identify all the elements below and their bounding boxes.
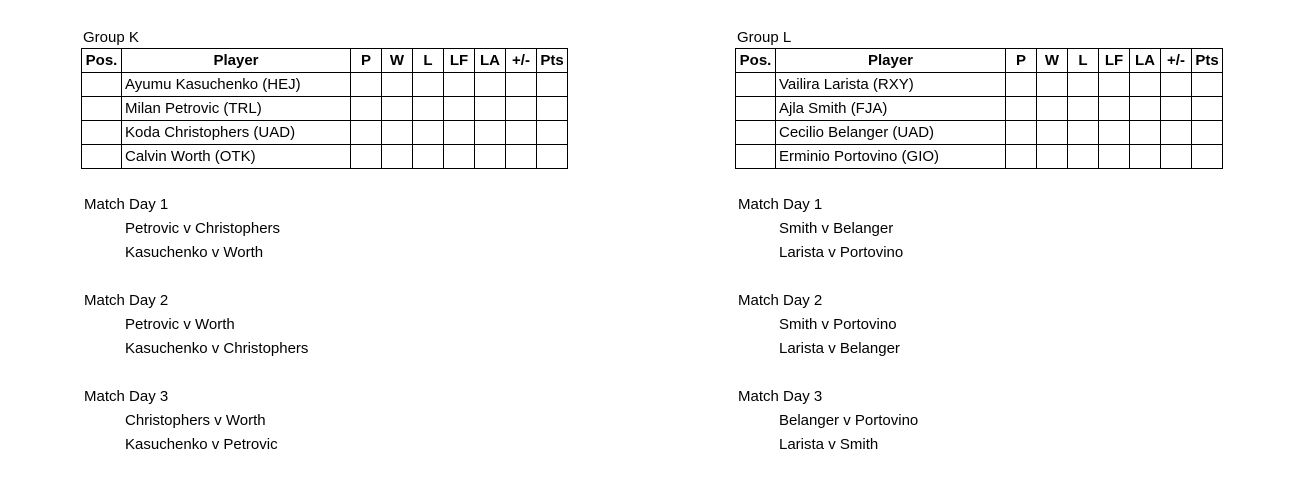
matchday-block xyxy=(735,289,1223,361)
stat-cell xyxy=(506,145,537,169)
stat-cell xyxy=(1130,73,1161,97)
match-item: Smith v Portovino xyxy=(779,316,897,333)
stat-cell xyxy=(1006,73,1037,97)
stat-cell xyxy=(1037,97,1068,121)
lost-header: L xyxy=(413,49,444,73)
stat-cell xyxy=(506,73,537,97)
pos-header: Pos. xyxy=(736,49,776,73)
matchday-block xyxy=(81,289,568,361)
played-header: P xyxy=(1006,49,1037,73)
standings-table xyxy=(81,48,568,169)
pos-cell xyxy=(736,73,776,97)
lost-header: L xyxy=(1068,49,1099,73)
stat-cell xyxy=(1099,121,1130,145)
group-title: Group K xyxy=(83,29,139,46)
player-cell: Ajla Smith (FJA) xyxy=(776,97,1006,121)
stat-cell xyxy=(537,73,568,97)
table-row xyxy=(82,73,568,97)
match-item: Larista v Portovino xyxy=(779,244,904,261)
match-item: Petrovic v Christophers xyxy=(125,220,281,237)
stat-cell xyxy=(413,97,444,121)
stat-cell xyxy=(444,97,475,121)
points-header: Pts xyxy=(537,49,568,73)
pos-cell xyxy=(82,145,122,169)
stat-cell xyxy=(1068,145,1099,169)
match-item: Christophers v Worth xyxy=(125,412,266,429)
table-row xyxy=(736,145,1223,169)
matchday-title: Match Day 3 xyxy=(84,388,169,405)
stat-cell xyxy=(382,121,413,145)
player-cell: Ayumu Kasuchenko (HEJ) xyxy=(122,73,351,97)
stat-cell xyxy=(1099,97,1130,121)
matchday-title: Match Day 1 xyxy=(84,196,169,213)
stat-cell xyxy=(1099,73,1130,97)
stat-cell xyxy=(537,97,568,121)
pos-header: Pos. xyxy=(82,49,122,73)
match-item: Petrovic v Worth xyxy=(125,316,235,333)
pos-cell xyxy=(82,121,122,145)
group-k-section xyxy=(81,28,568,481)
match-item: Kasuchenko v Petrovic xyxy=(125,436,278,453)
won-header: W xyxy=(382,49,413,73)
stat-cell xyxy=(506,121,537,145)
difference-header: +/- xyxy=(506,49,537,73)
match-item: Belanger v Portovino xyxy=(779,412,919,429)
stat-cell xyxy=(1161,73,1192,97)
matchday-title: Match Day 1 xyxy=(738,196,823,213)
player-cell: Vailira Larista (RXY) xyxy=(776,73,1006,97)
stat-cell xyxy=(351,73,382,97)
stat-cell xyxy=(1192,73,1223,97)
stat-cell xyxy=(1068,73,1099,97)
stat-cell xyxy=(351,121,382,145)
stat-cell xyxy=(351,145,382,169)
pos-cell xyxy=(82,73,122,97)
stat-cell xyxy=(351,97,382,121)
matchday-title: Match Day 3 xyxy=(738,388,823,405)
stat-cell xyxy=(1037,145,1068,169)
matchday-block xyxy=(735,385,1223,457)
stat-cell xyxy=(1130,97,1161,121)
stat-cell xyxy=(382,145,413,169)
table-row xyxy=(736,73,1223,97)
legs-for-header: LF xyxy=(444,49,475,73)
stat-cell xyxy=(382,97,413,121)
stat-cell xyxy=(1099,145,1130,169)
stat-cell xyxy=(1130,145,1161,169)
legs-against-header: LA xyxy=(1130,49,1161,73)
matchday-block xyxy=(81,385,568,457)
stat-cell xyxy=(413,73,444,97)
legs-against-header: LA xyxy=(475,49,506,73)
stat-cell xyxy=(475,97,506,121)
stat-cell xyxy=(1006,145,1037,169)
standings-table xyxy=(735,48,1223,169)
stat-cell xyxy=(1161,97,1192,121)
stat-cell xyxy=(475,73,506,97)
player-header: Player xyxy=(776,49,1006,73)
player-cell: Erminio Portovino (GIO) xyxy=(776,145,1006,169)
player-header: Player xyxy=(122,49,351,73)
match-item: Smith v Belanger xyxy=(779,220,894,237)
stat-cell xyxy=(1130,121,1161,145)
matchday-title: Match Day 2 xyxy=(738,292,823,309)
match-schedule xyxy=(81,193,568,457)
stat-cell xyxy=(537,121,568,145)
table-row xyxy=(82,97,568,121)
pos-cell xyxy=(736,97,776,121)
difference-header: +/- xyxy=(1161,49,1192,73)
stat-cell xyxy=(382,73,413,97)
stat-cell xyxy=(413,145,444,169)
stat-cell xyxy=(1161,121,1192,145)
stat-cell xyxy=(1192,145,1223,169)
stat-cell xyxy=(1006,121,1037,145)
player-cell: Calvin Worth (OTK) xyxy=(122,145,351,169)
played-header: P xyxy=(351,49,382,73)
matchday-block xyxy=(735,193,1223,265)
stat-cell xyxy=(413,121,444,145)
stat-cell xyxy=(506,97,537,121)
stat-cell xyxy=(1068,97,1099,121)
match-item: Larista v Smith xyxy=(779,436,879,453)
group-title: Group L xyxy=(737,29,792,46)
stat-cell xyxy=(475,121,506,145)
match-schedule xyxy=(735,193,1223,457)
match-item: Kasuchenko v Christophers xyxy=(125,340,309,357)
stat-cell xyxy=(1161,145,1192,169)
stat-cell xyxy=(1192,97,1223,121)
table-row xyxy=(82,121,568,145)
player-cell: Cecilio Belanger (UAD) xyxy=(776,121,1006,145)
matchday-title: Match Day 2 xyxy=(84,292,169,309)
pos-cell xyxy=(82,97,122,121)
legs-for-header: LF xyxy=(1099,49,1130,73)
header-row xyxy=(736,49,1223,73)
stat-cell xyxy=(1037,121,1068,145)
stat-cell xyxy=(1068,121,1099,145)
stat-cell xyxy=(1192,121,1223,145)
pos-cell xyxy=(736,121,776,145)
match-item: Larista v Belanger xyxy=(779,340,900,357)
won-header: W xyxy=(1037,49,1068,73)
header-row xyxy=(82,49,568,73)
stat-cell xyxy=(444,145,475,169)
points-header: Pts xyxy=(1192,49,1223,73)
stat-cell xyxy=(475,145,506,169)
matchday-block xyxy=(81,193,568,265)
stat-cell xyxy=(1037,73,1068,97)
pos-cell xyxy=(736,145,776,169)
stat-cell xyxy=(1006,97,1037,121)
player-cell: Koda Christophers (UAD) xyxy=(122,121,351,145)
match-item: Kasuchenko v Worth xyxy=(125,244,264,261)
stat-cell xyxy=(444,121,475,145)
table-row xyxy=(82,145,568,169)
stat-cell xyxy=(537,145,568,169)
stat-cell xyxy=(444,73,475,97)
player-cell: Milan Petrovic (TRL) xyxy=(122,97,351,121)
table-row xyxy=(736,97,1223,121)
table-row xyxy=(736,121,1223,145)
group-l-section xyxy=(735,28,1223,481)
